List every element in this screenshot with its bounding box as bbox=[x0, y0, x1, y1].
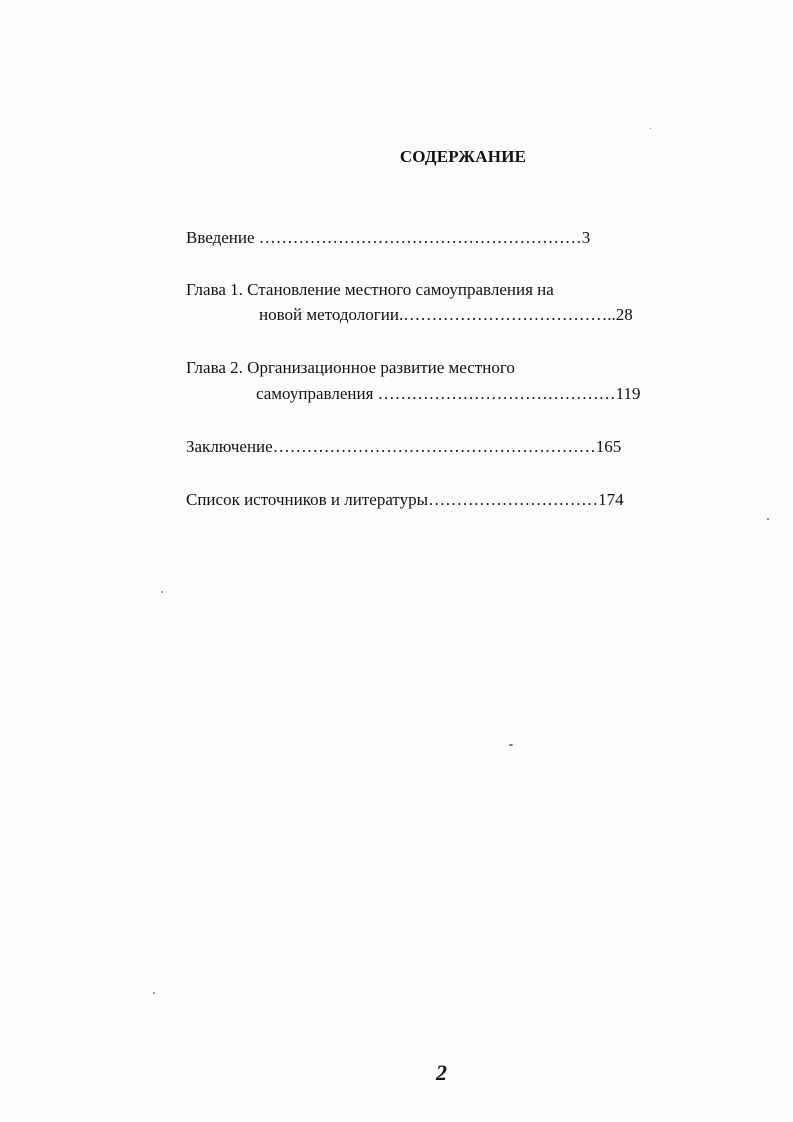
scan-speck bbox=[161, 591, 163, 593]
toc-leader-dots: ………………………………………………… bbox=[258, 228, 582, 247]
scan-speck bbox=[650, 128, 651, 129]
toc-entry-label: Список источников и литературы bbox=[186, 490, 429, 509]
toc-entry-label: Заключение bbox=[186, 437, 273, 456]
scan-speck bbox=[767, 518, 769, 520]
toc-entry-label: Глава 1. Становление местного самоуправления на bbox=[186, 280, 554, 299]
toc-page-number: 165 bbox=[595, 437, 622, 456]
toc-entry-conclusion bbox=[186, 437, 621, 457]
toc-entry-chapter2-line2 bbox=[256, 384, 641, 404]
toc-entry-chapter1-line1 bbox=[186, 280, 554, 300]
toc-entry-intro bbox=[186, 228, 590, 248]
contents-heading: СОДЕРЖАНИЕ bbox=[399, 147, 527, 166]
scan-speck bbox=[153, 992, 155, 994]
scan-speck bbox=[509, 744, 513, 746]
toc-entry-label: Введение bbox=[186, 228, 255, 247]
toc-leader-dots: ………………………………………………… bbox=[272, 437, 596, 456]
toc-entry-label: Глава 2. Организационное развитие местного bbox=[186, 358, 515, 377]
toc-leader-dots: ………………………… bbox=[428, 490, 599, 509]
toc-entry-sources bbox=[186, 490, 624, 510]
toc-page-number: 3 bbox=[581, 228, 591, 247]
toc-entry-label: самоуправления bbox=[256, 384, 374, 403]
toc-leader-dots: …………………………………… bbox=[377, 384, 616, 403]
toc-entry-chapter2-line1 bbox=[186, 358, 515, 378]
toc-page-number: 174 bbox=[598, 490, 624, 509]
toc-entry-label: новой методологии bbox=[259, 305, 399, 324]
page-number: 2 bbox=[436, 1060, 447, 1085]
toc-leader-dots: .……………………………….. bbox=[398, 305, 616, 324]
toc-page-number: 28 bbox=[615, 305, 633, 324]
toc-page-number: 119 bbox=[615, 384, 641, 403]
toc-entry-chapter1-line2 bbox=[259, 305, 633, 325]
